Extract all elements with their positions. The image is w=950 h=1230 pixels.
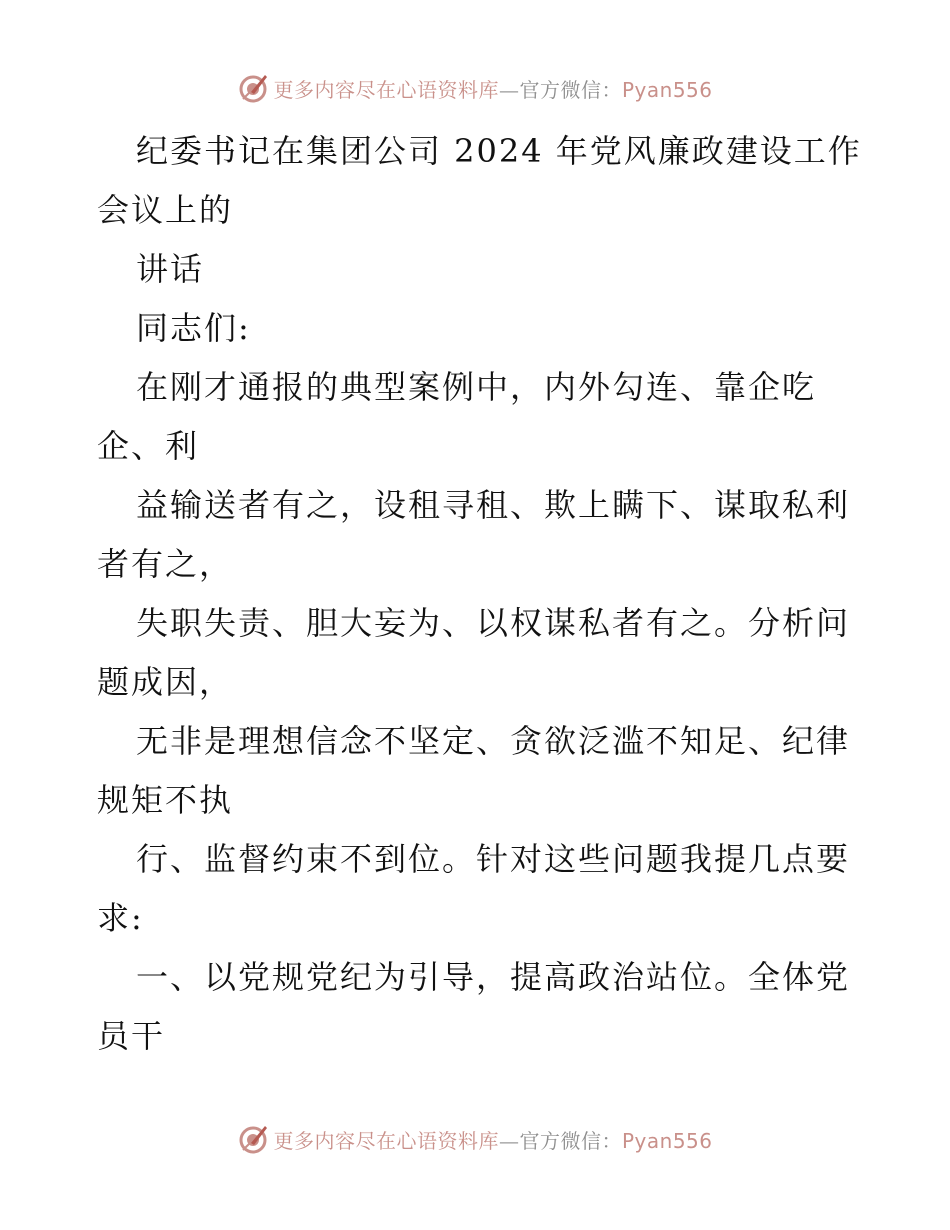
paragraph-line: 行、监督约束不到位。针对这些问题我提几点要 (136, 840, 851, 878)
paragraph-line: 失职失责、胆大妄为、以权谋私者有之。分析问 (136, 604, 851, 642)
quill-seal-icon (237, 1123, 269, 1155)
watermark-text: 更多内容尽在心语资料库—官方微信：Pyan556 (273, 77, 713, 102)
document-body (97, 122, 862, 1066)
section-heading-line: 一、以党规党纪为引导，提高政治站位。全体党 (136, 958, 851, 996)
paragraph-line: 者有之， (97, 545, 234, 583)
paragraph-line: 规矩不执 (97, 781, 234, 819)
footer-watermark (0, 1119, 950, 1159)
watermark-text: 更多内容尽在心语资料库—官方微信：Pyan556 (273, 1128, 713, 1153)
doc-title-line-2: 会议上的 (97, 191, 234, 229)
doc-title-line-3: 讲话 (136, 250, 205, 288)
header-watermark (0, 68, 950, 108)
paragraph-line: 企、利 (97, 427, 200, 465)
paragraph-line: 求: (97, 899, 144, 937)
paragraph-line: 无非是理想信念不坚定、贪欲泛滥不知足、纪律 (136, 722, 851, 760)
doc-title-line-1: 纪委书记在集团公司 2024 年党风廉政建设工作 (136, 132, 862, 170)
paragraph-line: 员干 (97, 1017, 166, 1055)
paragraph-line: 题成因， (97, 663, 234, 701)
quill-seal-icon (237, 72, 269, 104)
paragraph-line: 益输送者有之，设租寻租、欺上瞒下、谋取私利 (136, 486, 851, 524)
paragraph-line: 在刚才通报的典型案例中，内外勾连、靠企吃 (136, 368, 817, 406)
salutation: 同志们: (136, 309, 251, 347)
